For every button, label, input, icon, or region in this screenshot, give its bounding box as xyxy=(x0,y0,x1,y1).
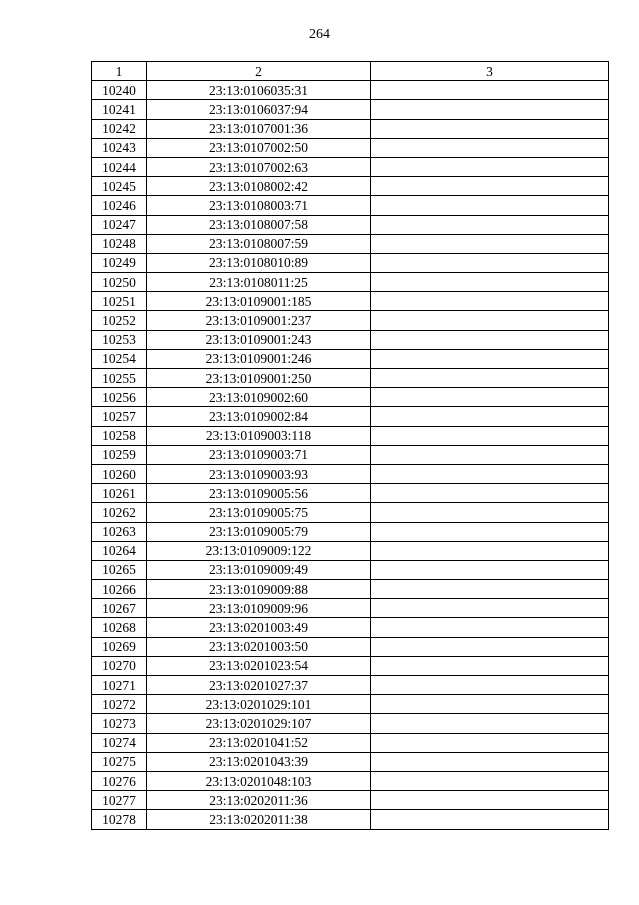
cadastral-number-cell: 23:13:0107001:36 xyxy=(147,119,371,138)
table-row xyxy=(92,580,609,599)
note-cell xyxy=(371,311,609,330)
note-cell xyxy=(371,618,609,637)
row-number-cell: 10241 xyxy=(92,100,147,119)
table-row xyxy=(92,676,609,695)
row-number-cell: 10260 xyxy=(92,464,147,483)
note-cell xyxy=(371,810,609,829)
cadastral-number-cell: 23:13:0201023:54 xyxy=(147,656,371,675)
row-number-cell: 10266 xyxy=(92,580,147,599)
row-number-cell: 10273 xyxy=(92,714,147,733)
cadastral-number-cell: 23:13:0108002:42 xyxy=(147,177,371,196)
note-cell xyxy=(371,484,609,503)
cadastral-number-cell: 23:13:0106037:94 xyxy=(147,100,371,119)
cadastral-number-cell: 23:13:0202011:38 xyxy=(147,810,371,829)
row-number-cell: 10261 xyxy=(92,484,147,503)
row-number-cell: 10249 xyxy=(92,253,147,272)
cadastral-number-cell: 23:13:0201041:52 xyxy=(147,733,371,752)
table-row xyxy=(92,445,609,464)
row-number-cell: 10240 xyxy=(92,81,147,100)
row-number-cell: 10250 xyxy=(92,273,147,292)
cadastral-number-cell: 23:13:0108010:89 xyxy=(147,253,371,272)
note-cell xyxy=(371,637,609,656)
row-number-cell: 10268 xyxy=(92,618,147,637)
cadastral-number-cell: 23:13:0109001:246 xyxy=(147,349,371,368)
row-number-cell: 10251 xyxy=(92,292,147,311)
table-row xyxy=(92,311,609,330)
note-cell xyxy=(371,100,609,119)
cadastral-number-cell: 23:13:0108011:25 xyxy=(147,273,371,292)
cadastral-number-cell: 23:13:0201027:37 xyxy=(147,676,371,695)
table-row xyxy=(92,464,609,483)
cadastral-number-cell: 23:13:0108007:59 xyxy=(147,234,371,253)
note-cell xyxy=(371,676,609,695)
cadastral-number-cell: 23:13:0109001:243 xyxy=(147,330,371,349)
table-row xyxy=(92,791,609,810)
cadastral-number-cell: 23:13:0201003:50 xyxy=(147,637,371,656)
row-number-cell: 10272 xyxy=(92,695,147,714)
note-cell xyxy=(371,407,609,426)
cadastral-number-cell: 23:13:0201048:103 xyxy=(147,771,371,790)
table-row xyxy=(92,733,609,752)
row-number-cell: 10256 xyxy=(92,388,147,407)
note-cell xyxy=(371,292,609,311)
table-row xyxy=(92,810,609,829)
row-number-cell: 10276 xyxy=(92,771,147,790)
cadastral-number-cell: 23:13:0202011:36 xyxy=(147,791,371,810)
note-cell xyxy=(371,656,609,675)
row-number-cell: 10252 xyxy=(92,311,147,330)
row-number-cell: 10275 xyxy=(92,752,147,771)
table-row xyxy=(92,157,609,176)
table-row xyxy=(92,426,609,445)
note-cell xyxy=(371,81,609,100)
row-number-cell: 10257 xyxy=(92,407,147,426)
row-number-cell: 10242 xyxy=(92,119,147,138)
column-header-3: 3 xyxy=(371,62,609,81)
column-header-1: 1 xyxy=(92,62,147,81)
note-cell xyxy=(371,177,609,196)
table-row xyxy=(92,618,609,637)
note-cell xyxy=(371,234,609,253)
table-row xyxy=(92,522,609,541)
column-header-2: 2 xyxy=(147,62,371,81)
note-cell xyxy=(371,330,609,349)
table-row xyxy=(92,177,609,196)
note-cell xyxy=(371,196,609,215)
note-cell xyxy=(371,733,609,752)
cadastral-number-cell: 23:13:0201043:39 xyxy=(147,752,371,771)
table-row xyxy=(92,503,609,522)
cadastral-number-cell: 23:13:0201029:107 xyxy=(147,714,371,733)
table-row xyxy=(92,369,609,388)
table-row xyxy=(92,541,609,560)
row-number-cell: 10254 xyxy=(92,349,147,368)
table-row xyxy=(92,119,609,138)
cadastral-number-cell: 23:13:0201003:49 xyxy=(147,618,371,637)
cadastral-number-cell: 23:13:0109002:84 xyxy=(147,407,371,426)
row-number-cell: 10271 xyxy=(92,676,147,695)
note-cell xyxy=(371,426,609,445)
row-number-cell: 10262 xyxy=(92,503,147,522)
note-cell xyxy=(371,771,609,790)
table-row xyxy=(92,656,609,675)
note-cell xyxy=(371,369,609,388)
table-row xyxy=(92,253,609,272)
cadastral-number-cell: 23:13:0108003:71 xyxy=(147,196,371,215)
table-row xyxy=(92,196,609,215)
table-row xyxy=(92,637,609,656)
table-row xyxy=(92,215,609,234)
cadastral-number-cell: 23:13:0109001:250 xyxy=(147,369,371,388)
page-number: 264 xyxy=(309,27,330,42)
row-number-cell: 10258 xyxy=(92,426,147,445)
note-cell xyxy=(371,119,609,138)
note-cell xyxy=(371,560,609,579)
cadastral-number-cell: 23:13:0109009:96 xyxy=(147,599,371,618)
row-number-cell: 10274 xyxy=(92,733,147,752)
cadastral-number-cell: 23:13:0109003:93 xyxy=(147,464,371,483)
cadastral-number-cell: 23:13:0109009:122 xyxy=(147,541,371,560)
cadastral-number-cell: 23:13:0109009:49 xyxy=(147,560,371,579)
row-number-cell: 10277 xyxy=(92,791,147,810)
table-row xyxy=(92,714,609,733)
row-number-cell: 10259 xyxy=(92,445,147,464)
cadastral-number-cell: 23:13:0109003:71 xyxy=(147,445,371,464)
table-row xyxy=(92,234,609,253)
row-number-cell: 10244 xyxy=(92,157,147,176)
note-cell xyxy=(371,580,609,599)
note-cell xyxy=(371,273,609,292)
cadastral-number-cell: 23:13:0106035:31 xyxy=(147,81,371,100)
note-cell xyxy=(371,157,609,176)
row-number-cell: 10246 xyxy=(92,196,147,215)
note-cell xyxy=(371,253,609,272)
row-number-cell: 10255 xyxy=(92,369,147,388)
row-number-cell: 10267 xyxy=(92,599,147,618)
table-row xyxy=(92,695,609,714)
note-cell xyxy=(371,215,609,234)
table-row xyxy=(92,349,609,368)
row-number-cell: 10269 xyxy=(92,637,147,656)
table-header xyxy=(92,62,609,81)
cadastral-number-cell: 23:13:0109001:237 xyxy=(147,311,371,330)
note-cell xyxy=(371,138,609,157)
cadastral-number-cell: 23:13:0108007:58 xyxy=(147,215,371,234)
note-cell xyxy=(371,791,609,810)
row-number-cell: 10265 xyxy=(92,560,147,579)
note-cell xyxy=(371,464,609,483)
note-cell xyxy=(371,388,609,407)
table-row xyxy=(92,484,609,503)
row-number-cell: 10253 xyxy=(92,330,147,349)
table-row xyxy=(92,330,609,349)
row-number-cell: 10247 xyxy=(92,215,147,234)
note-cell xyxy=(371,599,609,618)
row-number-cell: 10245 xyxy=(92,177,147,196)
cadastral-number-cell: 23:13:0201029:101 xyxy=(147,695,371,714)
row-number-cell: 10270 xyxy=(92,656,147,675)
table-header-row xyxy=(92,62,609,81)
table-row xyxy=(92,752,609,771)
note-cell xyxy=(371,503,609,522)
cadastral-number-cell: 23:13:0109001:185 xyxy=(147,292,371,311)
table-row xyxy=(92,138,609,157)
table-row xyxy=(92,273,609,292)
row-number-cell: 10278 xyxy=(92,810,147,829)
row-number-cell: 10264 xyxy=(92,541,147,560)
table-row xyxy=(92,407,609,426)
cadastral-number-cell: 23:13:0109005:75 xyxy=(147,503,371,522)
note-cell xyxy=(371,752,609,771)
cadastral-number-cell: 23:13:0109005:56 xyxy=(147,484,371,503)
table-body xyxy=(92,81,609,829)
table-row xyxy=(92,560,609,579)
note-cell xyxy=(371,695,609,714)
note-cell xyxy=(371,445,609,464)
cadastral-number-cell: 23:13:0109003:118 xyxy=(147,426,371,445)
registry-table xyxy=(91,61,609,830)
row-number-cell: 10263 xyxy=(92,522,147,541)
row-number-cell: 10243 xyxy=(92,138,147,157)
note-cell xyxy=(371,522,609,541)
note-cell xyxy=(371,349,609,368)
table-row xyxy=(92,771,609,790)
table-row xyxy=(92,599,609,618)
cadastral-number-cell: 23:13:0109002:60 xyxy=(147,388,371,407)
cadastral-number-cell: 23:13:0107002:63 xyxy=(147,157,371,176)
table-row xyxy=(92,100,609,119)
table-row xyxy=(92,388,609,407)
note-cell xyxy=(371,541,609,560)
row-number-cell: 10248 xyxy=(92,234,147,253)
cadastral-number-cell: 23:13:0109009:88 xyxy=(147,580,371,599)
table-row xyxy=(92,81,609,100)
table-row xyxy=(92,292,609,311)
cadastral-number-cell: 23:13:0107002:50 xyxy=(147,138,371,157)
note-cell xyxy=(371,714,609,733)
cadastral-number-cell: 23:13:0109005:79 xyxy=(147,522,371,541)
